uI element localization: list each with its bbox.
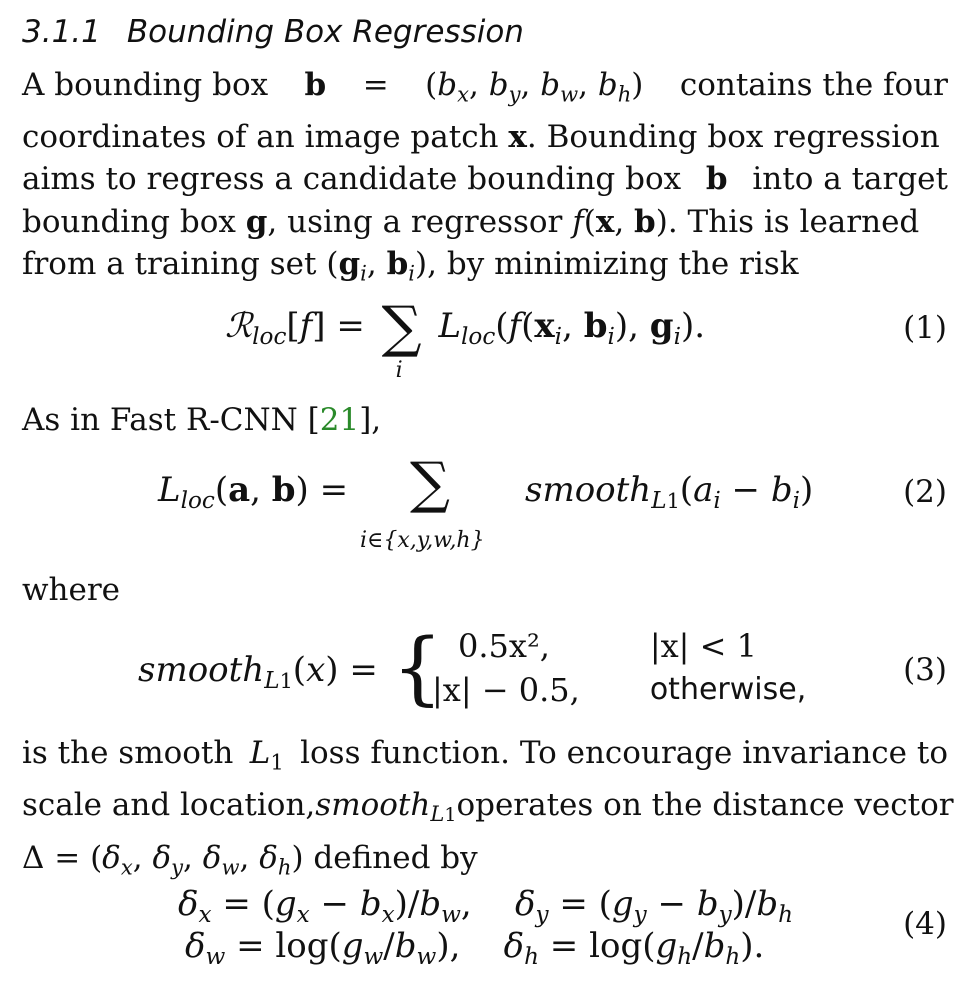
section-number: 3.1.1 xyxy=(22,14,101,50)
math-g: g xyxy=(245,203,268,240)
math-regressor: f(x, b) xyxy=(572,203,668,240)
equation-3-number: (3) xyxy=(903,652,947,688)
text-line xyxy=(22,732,948,784)
text-span: operates on the distance vector xyxy=(456,786,954,823)
text-line xyxy=(22,64,948,116)
text-span: scale and location, xyxy=(22,786,316,823)
text-span: from a training set xyxy=(22,246,317,283)
math-delta-vector: $\Delta = (\delta_x$, $\delta_y$, $\delta_w$, $\delta_h$) xyxy=(22,839,304,879)
paragraph-intro xyxy=(22,64,948,295)
equation-3-cases xyxy=(432,624,824,712)
text-line xyxy=(22,158,948,201)
sum-index: i∈{x,y,w,h} xyxy=(360,528,485,553)
cases-brace: { xyxy=(392,621,443,714)
text-span: aims to regress a candidate bounding box xyxy=(22,161,682,198)
text-line xyxy=(22,116,948,159)
equation-4-line-1: $\delta_x = (g_x - b_x)/b_w$, $\delta_y = (g_y - b_y)/b_h$ xyxy=(178,884,794,928)
text-span: . Bounding box regression xyxy=(526,118,940,155)
equation-4-number: (4) xyxy=(903,906,947,942)
math-eq: = xyxy=(362,67,389,103)
case-2-condition: otherwise, xyxy=(649,672,807,707)
math-L1: $L_1$ xyxy=(249,735,284,775)
text-line xyxy=(22,201,948,244)
citation-link[interactable]: 21 xyxy=(319,402,360,438)
text-span: ], xyxy=(359,402,382,438)
text-span: is the smooth xyxy=(22,735,234,771)
equation-4-line-2: $\delta_w = \log(g_w/b_w)$, $\delta_h = \log(g_h/b_h)$. xyxy=(185,926,765,970)
equation-2-lhs: $L_{loc}(a$, b) = xyxy=(158,470,349,514)
text-span: into a target xyxy=(752,161,948,198)
sum-operator: ∑ xyxy=(410,451,450,516)
case-1-condition: |x| < 1 xyxy=(649,627,757,665)
case-2-value: |x| − 0.5, xyxy=(432,671,580,709)
math-risk: ℛ$_{loc}$[f] = xyxy=(225,306,365,350)
math-training-set: ($g_i$, $b_i$) xyxy=(326,246,428,286)
text-span: . This is learned xyxy=(667,203,920,240)
text-span: As in Fast R-CNN [ xyxy=(22,402,320,438)
text-line xyxy=(22,837,948,889)
fast-rcnn-line xyxy=(22,402,381,438)
math-b: b xyxy=(304,67,327,103)
math-b: b xyxy=(705,161,728,198)
text-span: defined by xyxy=(313,839,478,876)
math-risk-body: $L_{loc}(f(x_i$, $b_i$), $g_i$). xyxy=(438,306,706,350)
equation-3-lhs: smooth$_{L1}$(x) = xyxy=(138,650,378,694)
math-smooth: smooth$_{L1}$ xyxy=(315,786,457,827)
text-span: contains the four xyxy=(679,67,948,103)
sum-operator: ∑ i xyxy=(381,295,422,383)
equation-1 xyxy=(225,295,706,383)
equation-1-number: (1) xyxy=(903,310,947,346)
text-span: loss function. To encourage invariance to xyxy=(300,735,948,771)
text-span: coordinates of an image patch xyxy=(22,118,499,155)
text-line xyxy=(22,784,954,837)
fn-name: smooth xyxy=(525,470,652,510)
where-text: where xyxy=(22,572,121,608)
text-span: , by minimizing the risk xyxy=(427,246,799,283)
section-heading xyxy=(22,14,524,50)
text-span: bounding box xyxy=(22,203,236,240)
equation-2-rhs: $smooth_{L1}(a_i - b_i)$ xyxy=(525,470,814,514)
section-title: Bounding Box Regression xyxy=(126,14,524,50)
text-span: , using a regressor xyxy=(267,203,563,240)
math-x: x xyxy=(508,118,527,155)
math-bbox-tuple: ($b_x$, $b_y$, $b_w$, $b_h$) xyxy=(425,67,644,107)
paragraph-smooth xyxy=(22,732,954,888)
equation-2-number: (2) xyxy=(903,474,947,510)
text-line xyxy=(22,243,948,295)
case-1-value: 0.5x², xyxy=(458,627,550,665)
text-span: A bounding box xyxy=(22,67,269,103)
